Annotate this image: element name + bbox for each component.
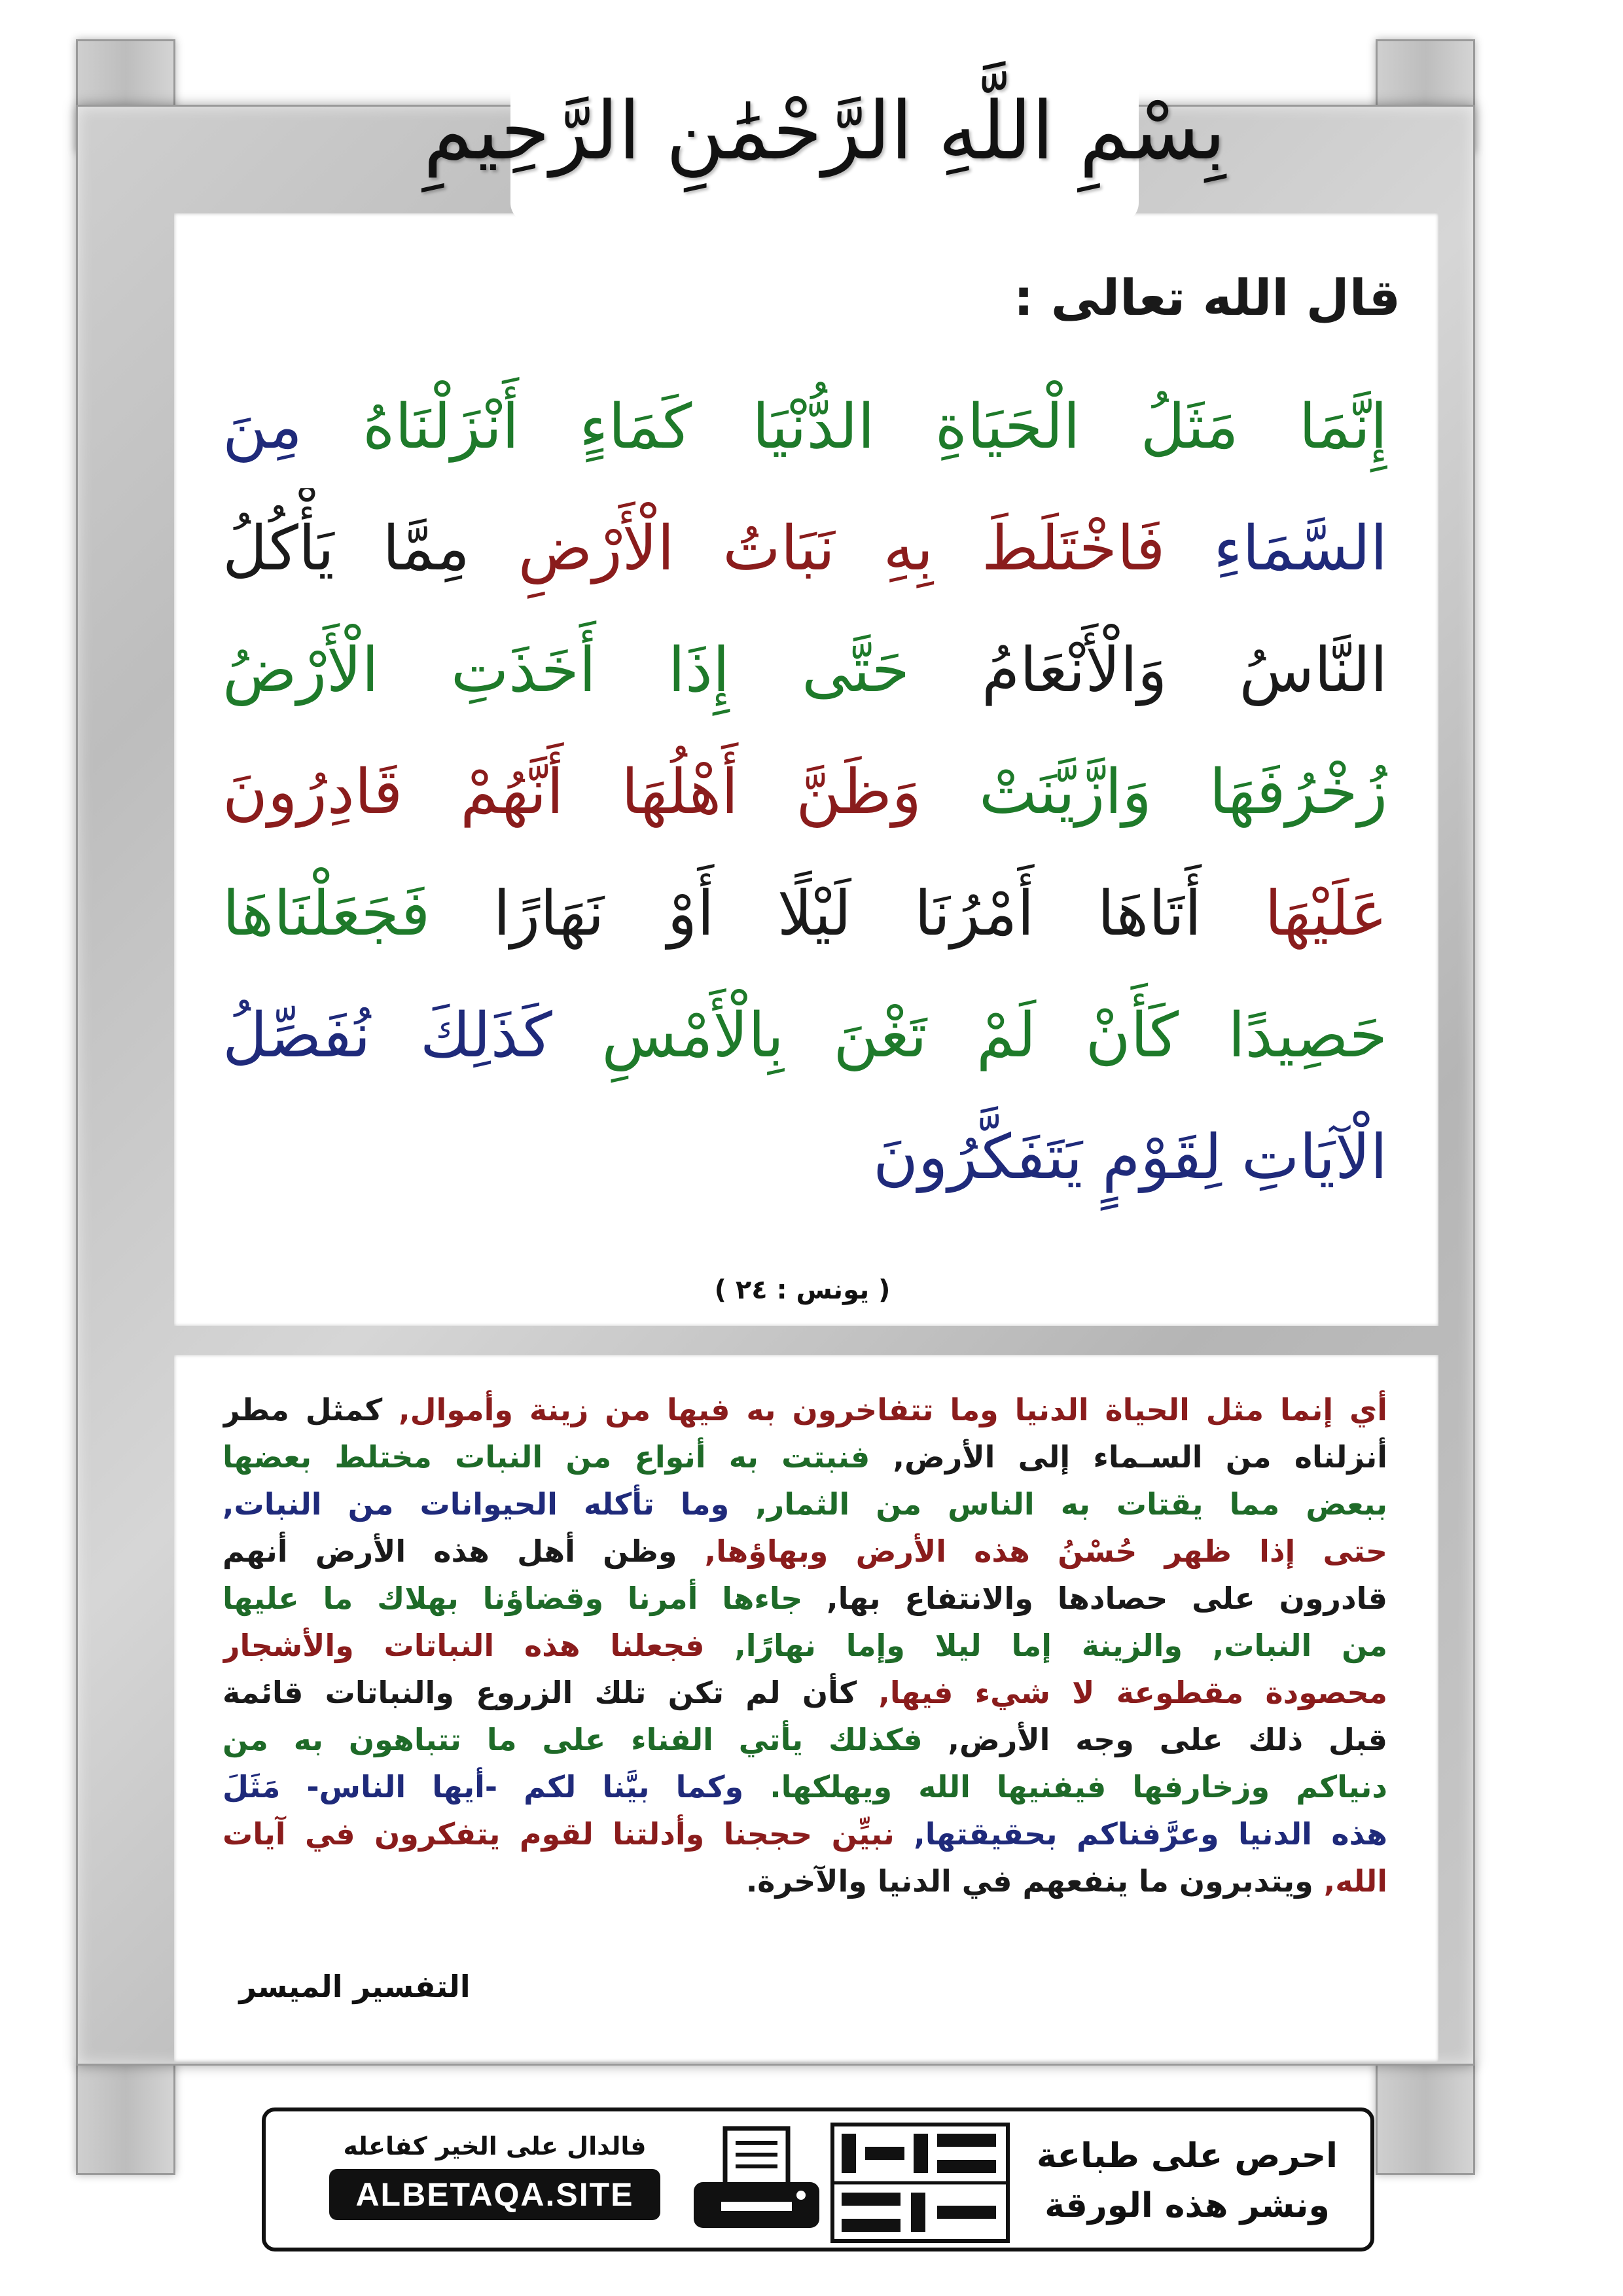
tafsir-line bbox=[223, 1857, 1387, 1905]
verse-line-segment: حَصِيدًا كَأَنْ لَمْ تَغْنَ بِالْأَمْسِ bbox=[601, 1000, 1387, 1071]
verse-line-segment: فَاخْتَلَطَ بِهِ نَبَاتُ الْأَرْضِ bbox=[518, 513, 1166, 584]
print-note-line-2: ونشر هذه الورقة bbox=[1044, 2186, 1330, 2225]
verse-line-segment: مِمَّا يَأْكُلُ bbox=[223, 513, 470, 584]
verse-line bbox=[223, 1097, 1387, 1219]
tafsir-line-segment: كمثل مطر bbox=[223, 1392, 383, 1427]
verse-line bbox=[223, 367, 1387, 488]
verse-line-segment: مِنَ bbox=[223, 391, 302, 463]
verse-line-segment: إِنَّمَا مَثَلُ الْحَيَاةِ الدُّنْيَا كَمَاءٍ أَنْزَلْنَاهُ bbox=[363, 391, 1387, 463]
tafsir-line bbox=[223, 1810, 1387, 1857]
verse-line-segment: وَظَنَّ أَهْلُهَا أَنَّهُمْ قَادِرُونَ bbox=[223, 757, 921, 828]
printer-icon bbox=[685, 2125, 829, 2242]
tafsir-line-segment: الله, bbox=[1323, 1863, 1387, 1899]
tafsir-line-segment: جاءها أمرنا وقضاؤنا بهلاك ما عليها bbox=[223, 1581, 803, 1616]
tafsir-line bbox=[223, 1763, 1387, 1810]
tafsir-line-segment: قبل ذلك على وجه الأرض, bbox=[948, 1722, 1387, 1757]
tafsir-line bbox=[223, 1575, 1387, 1622]
basmala-header bbox=[423, 39, 1226, 223]
tafsir-line-segment: حتى إذا ظهر حُسْنُ هذه الأرض وبهاؤها, bbox=[704, 1534, 1387, 1569]
tafsir-line bbox=[223, 1669, 1387, 1716]
print-note-line-1: احرص على طباعة bbox=[1037, 2136, 1338, 2176]
verse-line-segment: السَّمَاءِ bbox=[1213, 513, 1387, 584]
tafsir-line bbox=[223, 1480, 1387, 1528]
tafsir-line-segment: محصودة مقطوعة لا شيء فيها, bbox=[878, 1675, 1387, 1710]
footer-website-block bbox=[285, 2123, 704, 2220]
verse-line-segment: كَذَلِكَ نُفَصِّلُ bbox=[223, 1000, 552, 1071]
verse-line bbox=[223, 610, 1387, 732]
tafsir-line-segment: وظن أهل هذه الأرض أنهم bbox=[223, 1534, 677, 1569]
verse-line-segment: الْآيَاتِ لِقَوْمٍ يَتَفَكَّرُونَ bbox=[872, 1122, 1387, 1193]
website-link[interactable]: ALBETAQA.SITE bbox=[329, 2169, 660, 2220]
tafsir-line-segment: وما تأكله الحيوانات من النبات, bbox=[223, 1486, 730, 1522]
tafsir-line-segment: ويتدبرون ما ينفعهم في الدنيا والآخرة. bbox=[745, 1863, 1313, 1899]
verse-line bbox=[223, 853, 1387, 975]
tafsir-line-segment: أنزلناه من السـماء إلى الأرض, bbox=[893, 1439, 1387, 1475]
tafsir-source: التفسير الميسر bbox=[239, 1969, 471, 2004]
frame-corner-bottom-left bbox=[76, 2062, 175, 2175]
tafsir-line bbox=[223, 1622, 1387, 1669]
verse-line-segment: زُخْرُفَهَا وَازَّيَّنَتْ bbox=[978, 757, 1387, 828]
verse-line bbox=[223, 975, 1387, 1097]
footer-hadith: فالدال على الخير كفاعله bbox=[343, 2132, 647, 2161]
verse-line bbox=[223, 488, 1387, 610]
verse-line-segment: عَلَيْهَا bbox=[1264, 878, 1387, 950]
tafsir-line-segment: أي إنما مثل الحياة الدنيا وما تتفاخرون به فيها من زينة وأموال, bbox=[399, 1392, 1387, 1427]
dawa-logo bbox=[829, 2121, 1012, 2245]
tafsir-line-segment: فنبتت به أنواع من النبات مختلط بعضها bbox=[223, 1439, 870, 1475]
tafsir-line-segment: دنياكم وزخارفها فيفنيها الله ويهلكها. bbox=[770, 1769, 1387, 1804]
frame-corner-bottom-right bbox=[1376, 2062, 1475, 2175]
tafsir-line bbox=[223, 1716, 1387, 1763]
verse-line-segment: فَجَعَلْنَاهَا bbox=[223, 878, 431, 950]
tafsir-line-segment: هذه الدنيا وعرَّفناكم بحقيقتها, bbox=[914, 1816, 1387, 1852]
verse-line-segment: أَتَاهَا أَمْرُنَا لَيْلًا أَوْ نَهَارًا bbox=[493, 878, 1202, 950]
footer-banner bbox=[262, 2108, 1374, 2251]
verse-line-segment: حَتَّى إِذَا أَخَذَتِ الْأَرْضُ bbox=[223, 635, 910, 706]
tafsir-line bbox=[223, 1433, 1387, 1480]
verse-reference: ( يونس : ٢٤ ) bbox=[714, 1275, 891, 1305]
verse-line bbox=[223, 732, 1387, 853]
tafsir-line-segment: قادرون على حصادها والانتفاع بها, bbox=[827, 1581, 1387, 1616]
verse-intro: قال الله تعالى : bbox=[1013, 268, 1400, 327]
tafsir-line bbox=[223, 1386, 1387, 1433]
tafsir-line-segment: فكذلك يأتي الفناء على ما تتباهون به من bbox=[223, 1722, 923, 1757]
verse-line-segment: النَّاسُ وَالْأَنْعَامُ bbox=[981, 635, 1387, 706]
tafsir-line-segment: ببعض مما يقتات به الناس من الثمار, bbox=[755, 1486, 1387, 1522]
basmala-calligraphy: بِسْمِ اللَّهِ الرَّحْمَٰنِ الرَّحِيمِ bbox=[423, 84, 1226, 177]
tafsir-line-segment: من النبات, والزينة إما ليلا وإما نهارًا, bbox=[734, 1628, 1387, 1663]
tafsir-line-segment: كأن لم تكن تلك الزروع والنباتات قائمة bbox=[223, 1675, 857, 1710]
tafsir-line-segment: نبيِّن حججنا وأدلتنا لقوم يتفكرون في آيات bbox=[223, 1816, 895, 1852]
tafsir-line-segment: وكما بيَّنا لكم -أيها الناس- مَثَلَ bbox=[223, 1769, 744, 1804]
tafsir-text bbox=[223, 1386, 1387, 1905]
footer-print-note bbox=[1030, 2131, 1344, 2231]
quran-verse bbox=[223, 367, 1387, 1219]
tafsir-line bbox=[223, 1528, 1387, 1575]
tafsir-line-segment: فجعلنا هذه النباتات والأشجار bbox=[223, 1628, 705, 1663]
